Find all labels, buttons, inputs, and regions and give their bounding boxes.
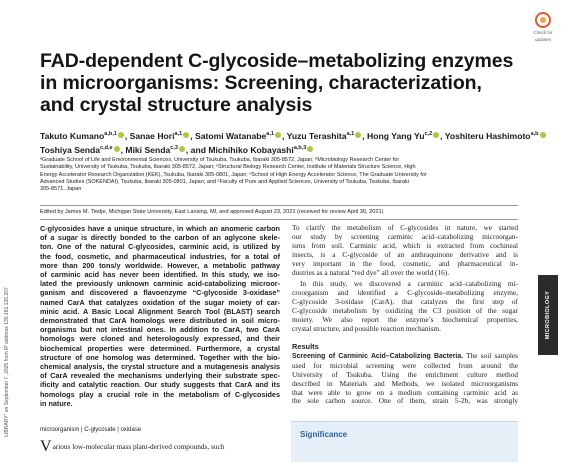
author-affiliation-mark: a,b	[530, 131, 539, 137]
paragraph-line: the sole carbon source. One of them, strain 5-2b, was strongly	[292, 396, 518, 406]
article-title	[40, 50, 520, 116]
affiliation-line: Sustainability, University of Tsukuba, Tsukuba, Ibaraki 305-8572, Japan; ᶜStructural Biology Research Center, Institute of Materials Structure Science, High	[40, 164, 416, 171]
abstract-line: organisms but not intestinal ones. In addition to CarA, two CarA	[40, 325, 280, 335]
orcid-icon	[118, 132, 124, 138]
author-affiliation-mark: a,1	[346, 131, 355, 137]
author-name: Miki Senda	[125, 144, 171, 155]
title-line: FAD-dependent C-glycoside–metabolizing enzymes	[40, 50, 514, 72]
orcid-icon	[114, 146, 120, 152]
paragraph-line: that were able to grow on a medium containing carminic acid as	[292, 387, 518, 397]
abstract-line: minic acid. A Basic Local Alignment Search Tool (BLAST) search	[40, 306, 280, 316]
paragraph-line: dustries as a natural “red dye” all over the world (16).	[292, 267, 450, 277]
results-subheading: Screening of Carminic Acid–Catabolizing Bacteria.	[292, 352, 464, 360]
paragraph-line: croorganism and identified a C-glycoside–metabolizing enzyme,	[292, 288, 518, 298]
paragraph-line: described in Materials and Methods, we isolated microorganisms	[292, 378, 518, 388]
affiliation-line: 305-8571, Japan	[40, 186, 82, 193]
author-name: Takuto Kumano	[40, 130, 105, 141]
orcid-icon	[355, 132, 361, 138]
author-line: Toshiya Senda$^{c,d,e}$ , Miki Senda$^{c,3}$ , and Michihiko Kobayashi$^{a,b,3}$	[40, 142, 540, 156]
abstract-line: the food, cosmetic, and pharmaceutical industries, for a total of	[40, 251, 280, 261]
keywords: microorganism | C-glycoside | oxidase	[40, 427, 142, 433]
paragraph-line: our study by screening carminic acid–catabolizing microorgan-	[292, 231, 518, 241]
abstract-line: of CarA revealed the mechanisms underlying their substrate spec-	[40, 371, 280, 381]
abstract-line: ganism and discovered a flavoenzyme “C-glycoside 3-oxidase”	[40, 288, 280, 298]
abstract-line: chemical analysis, the crystal structure and a mutagenesis analysis	[40, 362, 280, 372]
abstract-line: ificity and catalytic reaction. Our study suggests that CarA and its	[40, 380, 280, 390]
author-affiliation-mark: a,b,1	[104, 131, 117, 137]
results-line-text: The soil samples	[463, 350, 518, 360]
section-tab-label: MICROBIOLOGY	[545, 290, 551, 340]
divider	[40, 205, 518, 206]
lede-paragraph	[40, 438, 280, 455]
affiliation-line: Advanced Studies (SOKENDAI), Tsukuba, Ibaraki 305-0801, Japan; and ᵉFaculty of Pure and Applied Sciences, University of Tsukuba, Tsukuba, Ibaraki	[40, 178, 409, 185]
abstract-line: named CarA that catalyzes oxidation of the sugar moiety of car-	[40, 297, 280, 307]
paragraph-line: crystal structure, and possible reaction mechanism.	[292, 323, 441, 333]
intro-paragraph-1	[292, 224, 518, 277]
check-for-updates-badge[interactable]	[528, 12, 558, 48]
author-list	[40, 128, 540, 156]
results-heading: Results	[292, 341, 319, 351]
paragraph-line: insects, is a C-glycoside of an anthraquinone derivative and is	[292, 249, 518, 259]
badge-line-1: Check for	[533, 30, 553, 35]
abstract-line: lated the previously unknown carminic acid-catabolizing microor-	[40, 279, 280, 289]
author-affiliation-mark: c,3	[170, 144, 178, 151]
author-affiliation-mark: a,1	[266, 131, 274, 137]
paragraph-line: moiety. We also report the enzyme’s biochemical properties,	[292, 315, 518, 325]
affiliations	[40, 157, 530, 193]
divider	[40, 219, 518, 220]
section-tab	[538, 275, 558, 355]
paragraph-line: C-glycoside metabolism by oxidizing the C3 position of the sugar	[292, 306, 518, 316]
orcid-icon	[307, 146, 313, 152]
author-affiliation-mark: c,d,e	[100, 144, 113, 151]
paragraph-line: used for microbial screening were collected from around the	[292, 360, 518, 370]
download-stamp-text: LIBRARY" on September 7, 2025 from IP address 135.181.126.207	[4, 287, 10, 437]
abstract-line: homologs were cloned and heterologously expressed, and their	[40, 334, 280, 344]
badge-line-2: updates	[534, 37, 551, 42]
author-affiliation-mark: a,1	[174, 131, 183, 137]
right-column	[292, 224, 518, 406]
paragraph-line: very important in the food, cosmetic, and pharmaceutical in-	[292, 258, 518, 268]
title-line: in microorganisms: Screening, characterization,	[40, 72, 482, 94]
abstract-line: ton. One of the natural C-glycosides, carminic acid, is utilized by	[40, 242, 280, 252]
author-line: Takuto Kumano$^{a,b,1}$ , Sanae Hori$^{a,1}$ , Satomi Watanabe$^{a,1}$ , Yuzu Terashita$^{a,1}$ , Hong Yang Yu$^{c,2}$ , Yoshiteru Hashimoto$^{a,b}$	[40, 128, 540, 142]
intro-paragraph-2	[292, 280, 518, 333]
abstract-line: C-glycosides have a unique structure, in which an anomeric carbon	[40, 224, 280, 233]
significance-box	[291, 421, 518, 462]
lede-text: arious low-molecular mass plant-derived compounds, such	[52, 442, 225, 451]
abstract-line: of a sugar is directly bonded to the carbon of an aglycone skele-	[40, 233, 280, 243]
orcid-icon	[275, 132, 281, 138]
significance-heading: Significance	[300, 430, 348, 439]
author-affiliation-mark: a,b,3	[293, 144, 307, 151]
edited-by: Edited by James M. Tiedje, Michigan State University, East Lansing, MI, and approved August 23, 2021 (received for review April 30, 2021)	[40, 209, 384, 215]
author-name: Yoshiteru Hashimoto	[444, 130, 531, 141]
abstract-line: biochemical properties were determined. Furthermore, a crystal	[40, 343, 280, 353]
abstract-line: more than 200 tons/y worldwide. However, a metabolic pathway	[40, 260, 280, 270]
results-paragraph	[292, 352, 518, 406]
update-logo-icon	[535, 12, 551, 28]
author-name: Sanae Hori	[129, 130, 175, 141]
orcid-icon	[433, 132, 439, 138]
author-name: Satomi Watanabe	[194, 130, 267, 141]
abstract-line: demonstrated that CarA homologs were distributed in soil micro-	[40, 316, 280, 326]
orcid-icon	[179, 146, 185, 152]
abstract-line: structure of one homolog was determined. Together with the bio-	[40, 352, 280, 362]
paragraph-line: isms from soil. Carminic acid, which is extracted from cochineal	[292, 240, 518, 250]
author-name: and Michihiko Kobayashi	[190, 144, 294, 155]
abstract-line: in nature.	[40, 398, 73, 408]
paragraph-line: To clarify the metabolism of C-glycosides in nature, we started	[292, 223, 518, 232]
affiliation-line: ᵃGraduate School of Life and Environmental Sciences, University of Tsukuba, Tsukuba, Ibaraki 305-8572, Japan; ᵇMicrobiology Research Center for	[40, 157, 400, 163]
author-affiliation-mark: c,2	[424, 131, 433, 137]
abstract	[40, 224, 280, 408]
download-stamp	[0, 270, 12, 455]
drop-cap: V	[40, 438, 52, 455]
abstract-line: of carminic acid has never been identified. In this study, we iso-	[40, 270, 280, 280]
abstract-line: homologs play a crucial role in the metabolism of C-glycosides	[40, 389, 280, 399]
paragraph-line: C-glycoside 3-oxidase (CarA), that catalyzes the first step of	[292, 297, 518, 307]
paragraph-line: In this study, we discovered a carminic acid–catabolizing mi-	[300, 279, 518, 289]
title-line: and crystal structure analysis	[40, 94, 313, 116]
author-name: Hong Yang Yu	[367, 130, 425, 141]
affiliation-line: Energy Accelerator Research Organization (KEK), Tsukuba, Ibaraki 305-0801, Japan; ᵈSchool of High Energy Accelerator Science, The Graduate University for	[40, 171, 427, 178]
author-name: Yuzu Terashita	[286, 130, 347, 141]
orcid-icon	[540, 132, 546, 138]
orcid-icon	[183, 132, 189, 138]
author-name: Toshiya Senda	[40, 144, 101, 155]
paragraph-line: University of Tsukuba. Using the enrichment culture method	[292, 369, 518, 379]
